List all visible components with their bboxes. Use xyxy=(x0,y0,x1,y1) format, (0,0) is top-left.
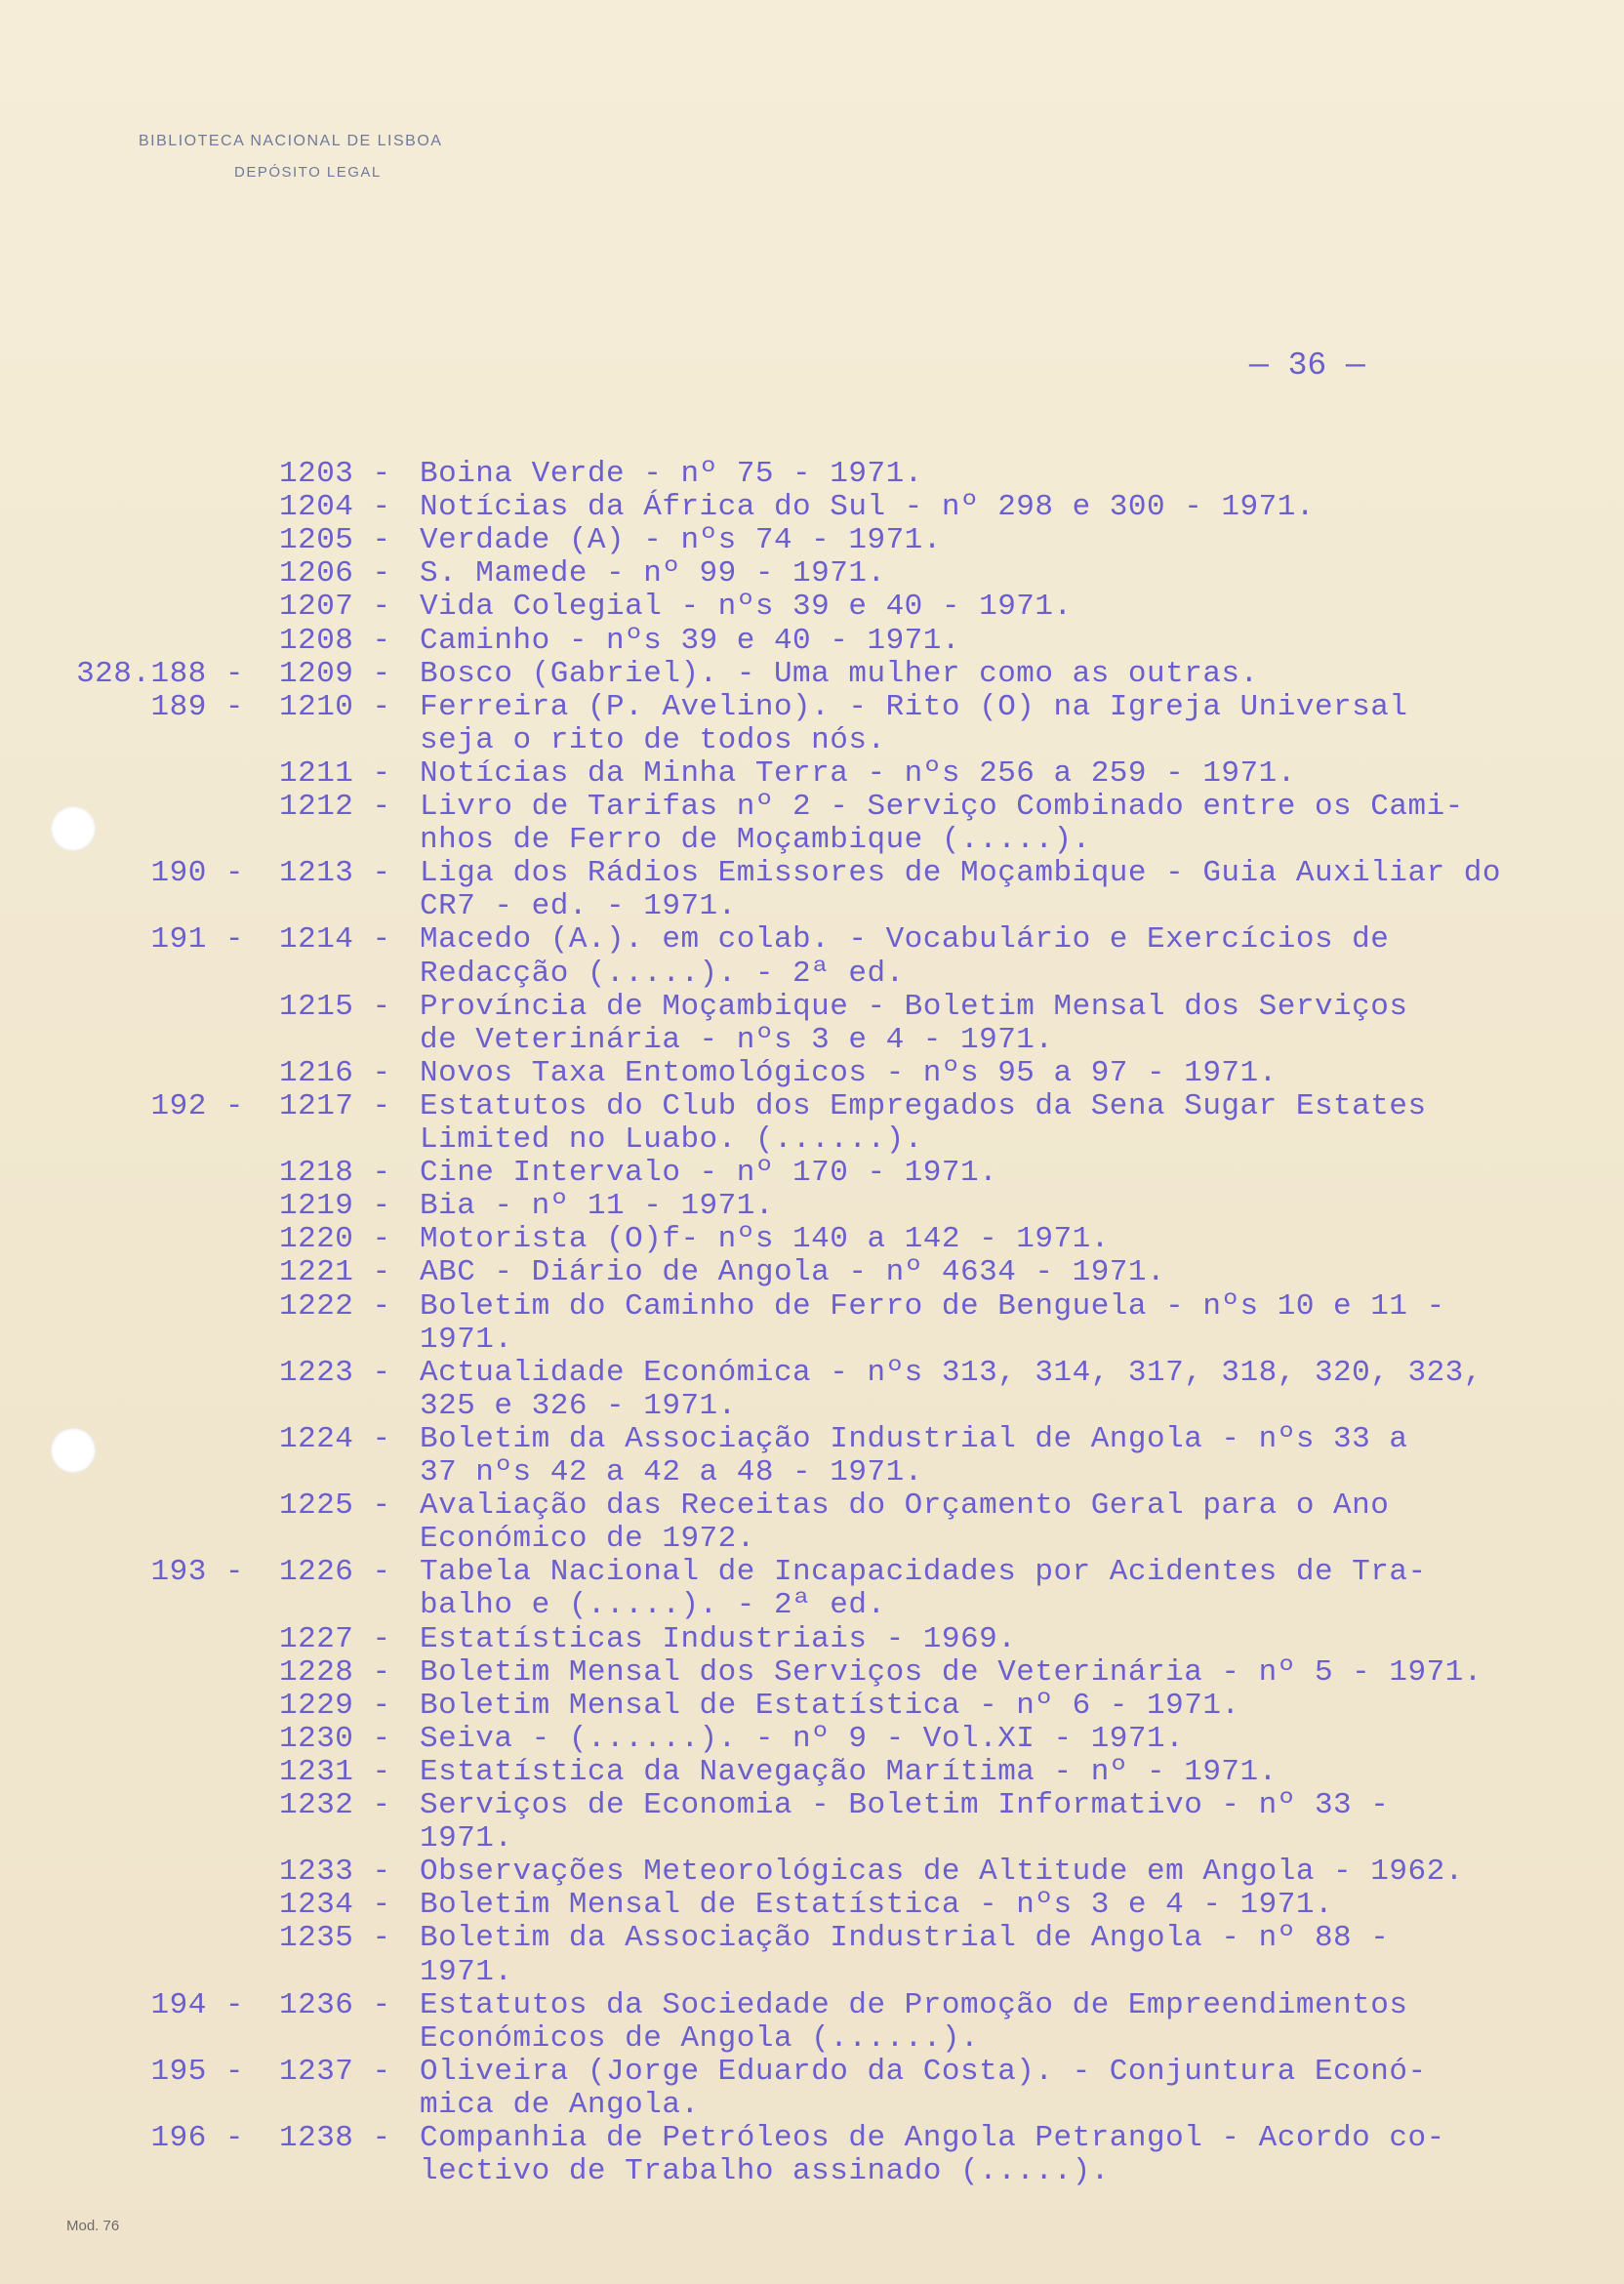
entry-line xyxy=(0,2022,1581,2056)
entry-line xyxy=(0,1256,1581,1289)
catalog-number: 193 - xyxy=(150,1555,244,1590)
entry-text: Vida Colegial - nºs 39 e 40 - 1971. xyxy=(420,590,1073,625)
entry-text: mica de Angola. xyxy=(420,2087,700,2122)
entry-number: 1222 - xyxy=(279,1288,391,1324)
entry-number: 1226 - xyxy=(279,1555,391,1590)
entry-number: 1216 - xyxy=(279,1055,391,1090)
entry-number: 1231 - xyxy=(279,1754,391,1789)
entry-text: Estatísticas Industriais - 1969. xyxy=(420,1621,1017,1656)
entry-text: Tabela Nacional de Incapacidades por Acidentes de Tra- xyxy=(420,1555,1427,1590)
entry-line xyxy=(0,1157,1581,1190)
catalog-number: 194 - xyxy=(150,1987,244,2022)
entry-number: 1204 - xyxy=(279,490,391,525)
entry-text: Caminho - nºs 39 e 40 - 1971. xyxy=(420,623,960,658)
entry-line xyxy=(0,857,1581,890)
entry-line xyxy=(0,1057,1581,1090)
entry-text: Boletim Mensal dos Serviços de Veterinária - nº 5 - 1971. xyxy=(420,1654,1482,1690)
entry-number: 1234 - xyxy=(279,1888,391,1923)
entry-text: Notícias da África do Sul - nº 298 e 300 - 1971. xyxy=(420,490,1315,525)
entry-text: Seiva - (......). - nº 9 - Vol.XI - 1971. xyxy=(420,1721,1185,1756)
entry-line xyxy=(0,1690,1581,1723)
entry-number: 1210 - xyxy=(279,689,391,724)
entry-text: Limited no Luabo. (......). xyxy=(420,1122,923,1157)
entry-number: 1206 - xyxy=(279,556,391,591)
catalog-number: 189 - xyxy=(150,689,244,724)
entry-line xyxy=(0,1324,1581,1357)
entry-line xyxy=(0,625,1581,658)
entry-text: Liga dos Rádios Emissores de Moçambique - Guia Auxiliar do xyxy=(420,856,1501,891)
catalog-number: 195 - xyxy=(150,2054,244,2089)
entry-line xyxy=(0,1290,1581,1324)
entry-number: 1209 - xyxy=(279,656,391,691)
legal-deposit-header: DEPÓSITO LEGAL xyxy=(234,164,382,181)
entry-line xyxy=(0,791,1581,824)
entry-line xyxy=(0,1956,1581,1989)
entry-text: 37 nºs 42 a 42 a 48 - 1971. xyxy=(420,1455,923,1489)
entry-line xyxy=(0,923,1581,957)
catalog-number: 196 - xyxy=(150,2121,244,2155)
entry-text: S. Mamede - nº 99 - 1971. xyxy=(420,556,886,591)
entry-number: 1203 - xyxy=(279,457,391,491)
entry-text: Observações Meteorológicas de Altitude em Angola - 1962. xyxy=(420,1855,1464,1890)
entry-line xyxy=(0,1523,1581,1556)
entry-number: 1220 - xyxy=(279,1222,391,1257)
entry-text: de Veterinária - nºs 3 e 4 - 1971. xyxy=(420,1022,1054,1057)
entry-text: Boina Verde - nº 75 - 1971. xyxy=(420,457,923,491)
entry-line xyxy=(0,757,1581,791)
entry-number: 1221 - xyxy=(279,1255,391,1290)
entry-number: 1215 - xyxy=(279,989,391,1024)
library-header: BIBLIOTECA NACIONAL DE LISBOA xyxy=(139,133,443,149)
entry-number: 1235 - xyxy=(279,1921,391,1956)
catalog-number: 191 - xyxy=(150,922,244,958)
entry-line xyxy=(0,458,1581,491)
entry-text: Livro de Tarifas nº 2 - Serviço Combinado entre os Cami- xyxy=(420,790,1464,824)
entry-number: 1229 - xyxy=(279,1688,391,1723)
entry-line xyxy=(0,1856,1581,1889)
entry-line xyxy=(0,1756,1581,1789)
entry-line xyxy=(0,1090,1581,1123)
entry-number: 1205 - xyxy=(279,523,391,558)
entry-number: 1212 - xyxy=(279,790,391,824)
entry-text: Estatutos do Club dos Empregados da Sena Sugar Estates xyxy=(420,1088,1427,1123)
entry-text: Verdade (A) - nºs 74 - 1971. xyxy=(420,523,942,558)
entry-text: Económico de 1972. xyxy=(420,1522,755,1557)
entry-line xyxy=(0,991,1581,1024)
entry-line xyxy=(0,1556,1581,1589)
entry-text: 1971. xyxy=(420,1821,513,1856)
entry-text: Novos Taxa Entomológicos - nºs 95 a 97 - 1971. xyxy=(420,1055,1278,1090)
entry-text: Boletim Mensal de Estatística - nºs 3 e 4 - 1971. xyxy=(420,1888,1334,1923)
entry-line xyxy=(0,958,1581,991)
entry-text: Estatística da Navegação Marítima - nº - 1971. xyxy=(420,1754,1278,1789)
entry-text: Macedo (A.). em colab. - Vocabulário e Exercícios de xyxy=(420,922,1390,958)
entry-text: seja o rito de todos nós. xyxy=(420,722,886,757)
entry-line xyxy=(0,1423,1581,1456)
catalog-number: 328.188 - xyxy=(76,656,244,691)
entry-number: 1211 - xyxy=(279,755,391,791)
entry-text: Motorista (O)f- nºs 140 a 142 - 1971. xyxy=(420,1222,1110,1257)
entry-text: Província de Moçambique - Boletim Mensal dos Serviços xyxy=(420,989,1408,1024)
entry-text: 1971. xyxy=(420,1322,513,1357)
entry-text: CR7 - ed. - 1971. xyxy=(420,889,737,924)
entry-line xyxy=(0,890,1581,923)
entry-text: 325 e 326 - 1971. xyxy=(420,1388,737,1423)
entry-line xyxy=(0,557,1581,591)
entry-text: Boletim do Caminho de Ferro de Benguela - nºs 10 e 11 - xyxy=(420,1288,1445,1324)
entry-text: Bosco (Gabriel). - Uma mulher como as outras. xyxy=(420,656,1259,691)
entry-text: Serviços de Economia - Boletim Informativo - nº 33 - xyxy=(420,1788,1390,1822)
entry-line xyxy=(0,1922,1581,1955)
entry-text: Avaliação das Receitas do Orçamento Geral para o Ano xyxy=(420,1489,1390,1524)
entry-number: 1224 - xyxy=(279,1421,391,1456)
entry-number: 1228 - xyxy=(279,1654,391,1690)
entry-number: 1230 - xyxy=(279,1721,391,1756)
entry-line xyxy=(0,524,1581,557)
entry-text: nhos de Ferro de Moçambique (.....). xyxy=(420,823,1091,858)
entry-number: 1236 - xyxy=(279,1987,391,2022)
entry-text: Ferreira (P. Avelino). - Rito (O) na Igreja Universal xyxy=(420,689,1408,724)
entry-text: lectivo de Trabalho assinado (.....). xyxy=(420,2154,1110,2189)
catalog-number: 192 - xyxy=(150,1088,244,1123)
entry-number: 1213 - xyxy=(279,856,391,891)
entry-number: 1217 - xyxy=(279,1088,391,1123)
entry-text: Boletim da Associação Industrial de Angola - nºs 33 a xyxy=(420,1421,1408,1456)
entry-line xyxy=(0,1989,1581,2022)
entry-line xyxy=(0,1456,1581,1489)
entry-line xyxy=(0,1623,1581,1656)
entry-line xyxy=(0,1723,1581,1756)
entry-line xyxy=(0,1190,1581,1223)
entry-number: 1238 - xyxy=(279,2121,391,2155)
form-model-label: Mod. 76 xyxy=(66,2218,120,2234)
entry-number: 1219 - xyxy=(279,1189,391,1224)
entry-line xyxy=(0,824,1581,857)
entry-line xyxy=(0,2122,1581,2155)
entry-line xyxy=(0,691,1581,724)
entry-text: ABC - Diário de Angola - nº 4634 - 1971. xyxy=(420,1255,1166,1290)
page-number: — 36 — xyxy=(1249,347,1365,384)
entry-number: 1214 - xyxy=(279,922,391,958)
entry-text: Económicos de Angola (......). xyxy=(420,2020,980,2056)
entry-line xyxy=(0,1822,1581,1856)
entry-number: 1208 - xyxy=(279,623,391,658)
entry-text: Notícias da Minha Terra - nºs 256 a 259 - 1971. xyxy=(420,755,1296,791)
entry-line xyxy=(0,1656,1581,1690)
entry-text: 1971. xyxy=(420,1954,513,1989)
entry-text: Cine Intervalo - nº 170 - 1971. xyxy=(420,1156,998,1191)
entry-number: 1225 - xyxy=(279,1489,391,1524)
entry-line xyxy=(0,491,1581,524)
entry-line xyxy=(0,1123,1581,1157)
entry-line xyxy=(0,1789,1581,1822)
entry-line xyxy=(0,658,1581,691)
entry-number: 1223 - xyxy=(279,1355,391,1390)
entry-line xyxy=(0,2056,1581,2089)
entry-number: 1218 - xyxy=(279,1156,391,1191)
entry-line xyxy=(0,1889,1581,1922)
entry-text: Redacção (.....). - 2ª ed. xyxy=(420,956,905,991)
entry-text: Oliveira (Jorge Eduardo da Costa). - Conjuntura Econó- xyxy=(420,2054,1427,2089)
entry-line xyxy=(0,1390,1581,1423)
entry-number: 1227 - xyxy=(279,1621,391,1656)
catalog-number: 190 - xyxy=(150,856,244,891)
entry-line xyxy=(0,1024,1581,1057)
entry-text: Boletim da Associação Industrial de Angola - nº 88 - xyxy=(420,1921,1390,1956)
entry-text: Boletim Mensal de Estatística - nº 6 - 1971. xyxy=(420,1688,1240,1723)
entry-line xyxy=(0,2155,1581,2188)
entry-line xyxy=(0,1223,1581,1256)
entry-line xyxy=(0,1589,1581,1622)
entry-line xyxy=(0,1357,1581,1390)
entry-text: Bia - nº 11 - 1971. xyxy=(420,1189,774,1224)
entry-line xyxy=(0,591,1581,624)
entry-text: balho e (.....). - 2ª ed. xyxy=(420,1588,886,1623)
entry-number: 1232 - xyxy=(279,1788,391,1822)
entry-number: 1233 - xyxy=(279,1855,391,1890)
entry-line xyxy=(0,2089,1581,2122)
entry-text: Companhia de Petróleos de Angola Petrangol - Acordo co- xyxy=(420,2121,1445,2155)
entry-line xyxy=(0,1489,1581,1523)
entry-line xyxy=(0,724,1581,757)
entry-number: 1207 - xyxy=(279,590,391,625)
entry-text: Actualidade Económica - nºs 313, 314, 317, 318, 320, 323, xyxy=(420,1355,1482,1390)
entry-number: 1237 - xyxy=(279,2054,391,2089)
entry-text: Estatutos da Sociedade de Promoção de Empreendimentos xyxy=(420,1987,1408,2022)
